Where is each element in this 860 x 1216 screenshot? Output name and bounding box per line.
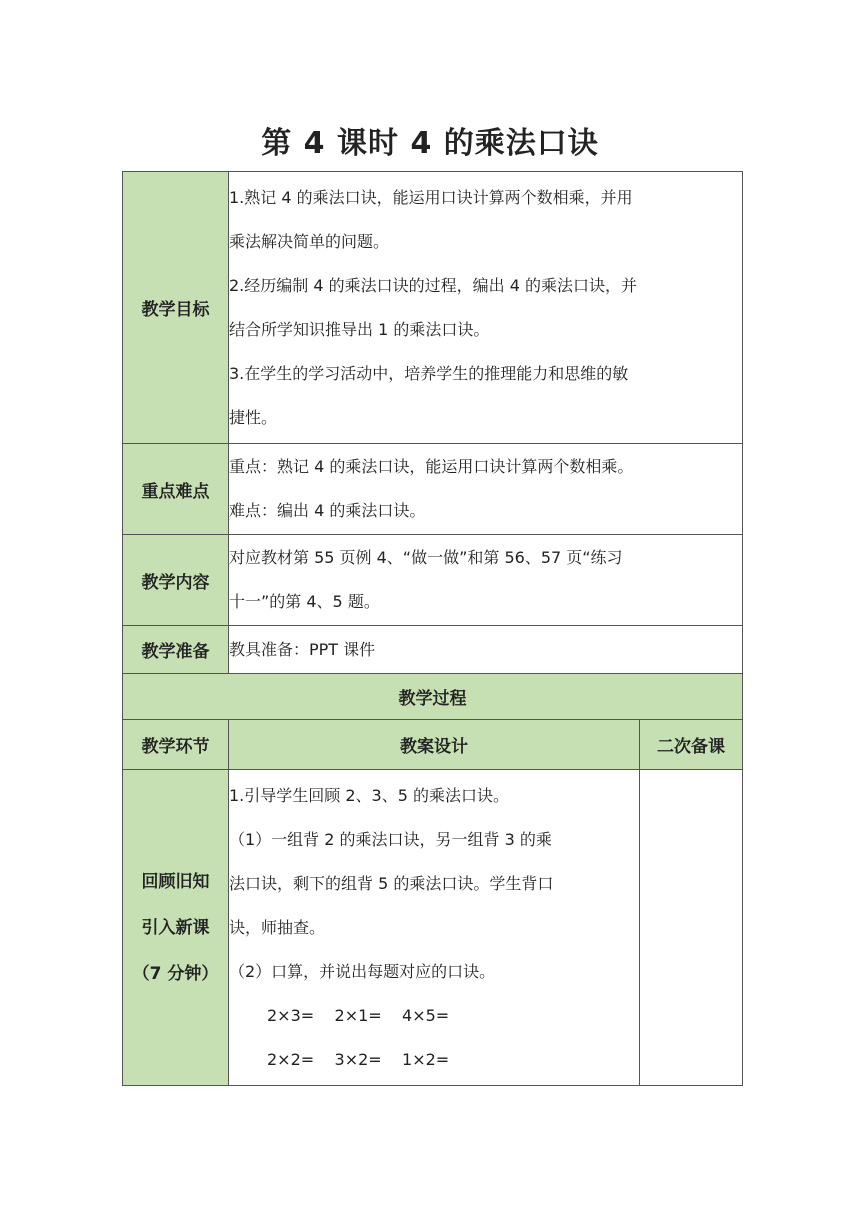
review-row — [123, 770, 743, 1086]
key-points-label: 重点难点 — [123, 444, 229, 535]
objectives-line: 捷性。 — [229, 407, 278, 427]
key-points-line: 重点：熟记 4 的乘法口诀，能运用口诀计算两个数相乘。 — [229, 457, 634, 476]
col-design-header: 教案设计 — [229, 720, 640, 770]
col-stage-header: 教学环节 — [123, 720, 229, 770]
objectives-content — [229, 172, 743, 444]
review-math-line: 2×3= 2×1= 4×5= — [267, 1005, 450, 1025]
content-label: 教学内容 — [123, 535, 229, 626]
process-header: 教学过程 — [123, 674, 743, 720]
lesson-plan-table — [122, 171, 743, 1086]
content-content — [229, 535, 743, 626]
review-stage-line: 回顾旧知 — [141, 871, 210, 892]
review-line: 诀，师抽查。 — [229, 917, 326, 937]
preparation-row — [123, 626, 743, 674]
objectives-line: 1.熟记 4 的乘法口诀，能运用口诀计算两个数相乘，并用 — [229, 187, 633, 207]
review-line: 法口诀，剩下的组背 5 的乘法口诀。学生背口 — [229, 873, 554, 893]
preparation-label: 教学准备 — [123, 626, 229, 674]
key-points-row — [123, 444, 743, 535]
process-header-row — [123, 674, 743, 720]
preparation-content: 教具准备：PPT 课件 — [229, 626, 743, 674]
review-design — [229, 770, 640, 1086]
review-line: （2）口算，并说出每题对应的口诀。 — [229, 961, 496, 981]
objectives-line: 结合所学知识推导出 1 的乘法口诀。 — [229, 319, 490, 339]
objectives-label: 教学目标 — [123, 172, 229, 444]
content-line: 对应教材第 55 页例 4、“做一做”和第 56、57 页“练习 — [229, 548, 623, 567]
objectives-line: 乘法解决简单的问题。 — [229, 231, 390, 251]
page-title: 第 4 课时 4 的乘法口诀 — [261, 126, 599, 161]
review-notes — [640, 770, 743, 1086]
col-notes-header: 二次备课 — [640, 720, 743, 770]
key-points-content — [229, 444, 743, 535]
process-columns-row — [123, 720, 743, 770]
content-line: 十一”的第 4、5 题。 — [229, 592, 380, 611]
objectives-line: 3.在学生的学习活动中，培养学生的推理能力和思维的敏 — [229, 363, 629, 383]
review-line: 1.引导学生回顾 2、3、5 的乘法口诀。 — [229, 785, 509, 805]
review-stage-line: 引入新课 — [141, 917, 210, 938]
review-stage — [123, 770, 229, 1086]
review-math-line: 2×2= 3×2= 1×2= — [267, 1049, 450, 1069]
objectives-row — [123, 172, 743, 444]
objectives-line: 2.经历编制 4 的乘法口诀的过程，编出 4 的乘法口诀，并 — [229, 275, 637, 295]
review-line: （1）一组背 2 的乘法口诀，另一组背 3 的乘 — [229, 829, 552, 849]
key-points-line: 难点：编出 4 的乘法口诀。 — [229, 501, 426, 520]
review-stage-line: （7 分钟） — [132, 963, 219, 984]
content-row — [123, 535, 743, 626]
